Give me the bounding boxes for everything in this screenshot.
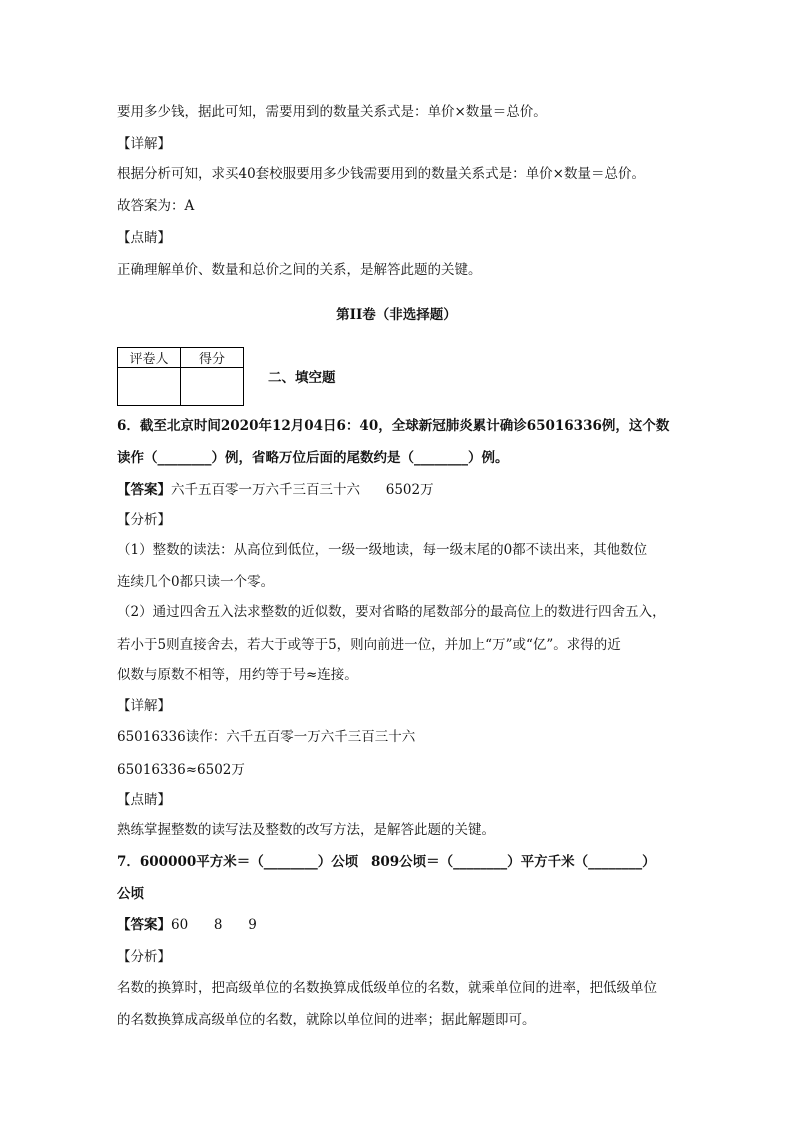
- text-line: 正确理解单价、数量和总价之间的关系，是解答此题的关键。: [117, 262, 482, 278]
- text-line: （1）整数的读法：从高位到低位，一级一级地读，每一级末尾的0都不读出来，其他数位: [117, 542, 648, 558]
- answer-line: [117, 915, 257, 935]
- question-7-line: 7．600000平方米＝（________）公顷: [117, 854, 359, 870]
- grader-header: 评卷人: [118, 348, 181, 368]
- score-header: 得分: [181, 348, 244, 368]
- answer-label: 【答案】: [117, 482, 171, 498]
- text-line: 的名数换算成高级单位的名数，就除以单位间的进率；据此解题即可。: [117, 1012, 536, 1028]
- text-line: 名数的换算时，把高级单位的名数换算成低级单位的名数，就乘单位间的进率，把低级单位: [117, 980, 657, 996]
- question-7-line: 809公顷＝（________）平方千米（________）: [371, 854, 656, 870]
- analysis-heading: 【分析】: [117, 949, 171, 965]
- grader-cell: [118, 368, 181, 406]
- answer-line: [117, 480, 434, 500]
- text-line: 根据分析可知，求买40套校服要用多少钱需要用到的数量关系式是：单价×数量＝总价。: [117, 166, 645, 182]
- answer-label: 【答案】: [117, 917, 171, 933]
- text-line: 似数与原数不相等，用约等于号≈连接。: [117, 667, 358, 683]
- answer-text: 六千五百零一万六千三百三十六 6502万: [171, 482, 434, 498]
- detail-heading: 【详解】: [117, 698, 171, 714]
- text-line: 65016336读作：六千五百零一万六千三百三十六: [117, 729, 416, 745]
- text-line: 连续几个0都只读一个零。: [117, 574, 275, 590]
- part-title: 二、填空题: [268, 370, 336, 386]
- detail-heading: 【详解】: [117, 136, 171, 152]
- section-title: 第II卷（非选择题）: [336, 307, 457, 323]
- text-line: （2）通过四舍五入法求整数的近似数，要对省略的尾数部分的最高位上的数进行四舍五入，: [117, 604, 666, 620]
- analysis-heading: 【分析】: [117, 512, 171, 528]
- answer-line: 故答案为：A: [117, 198, 195, 214]
- question-6-line: 6．截至北京时间2020年12月04日6：40，全球新冠肺炎累计确诊65016336例，这个数: [117, 418, 670, 434]
- tip-heading: 【点睛】: [117, 792, 171, 808]
- text-line: 65016336≈6502万: [117, 762, 245, 778]
- text-line: 要用多少钱，据此可知，需要用到的数量关系式是：单价×数量＝总价。: [117, 104, 547, 120]
- question-7-line: 公顷: [117, 886, 144, 902]
- answer-text: 60 8 9: [171, 917, 257, 933]
- score-cell: [181, 368, 244, 406]
- text-line: 若小于5则直接舍去，若大于或等于5，则向前进一位，并加上“万”或“亿”。求得的近: [117, 637, 621, 653]
- tip-heading: 【点睛】: [117, 230, 171, 246]
- grader-table: [117, 347, 244, 406]
- question-6-line: 读作（________）例，省略万位后面的尾数约是（________）例。: [117, 450, 509, 466]
- text-line: 熟练掌握整数的读写法及整数的改写方法，是解答此题的关键。: [117, 822, 495, 838]
